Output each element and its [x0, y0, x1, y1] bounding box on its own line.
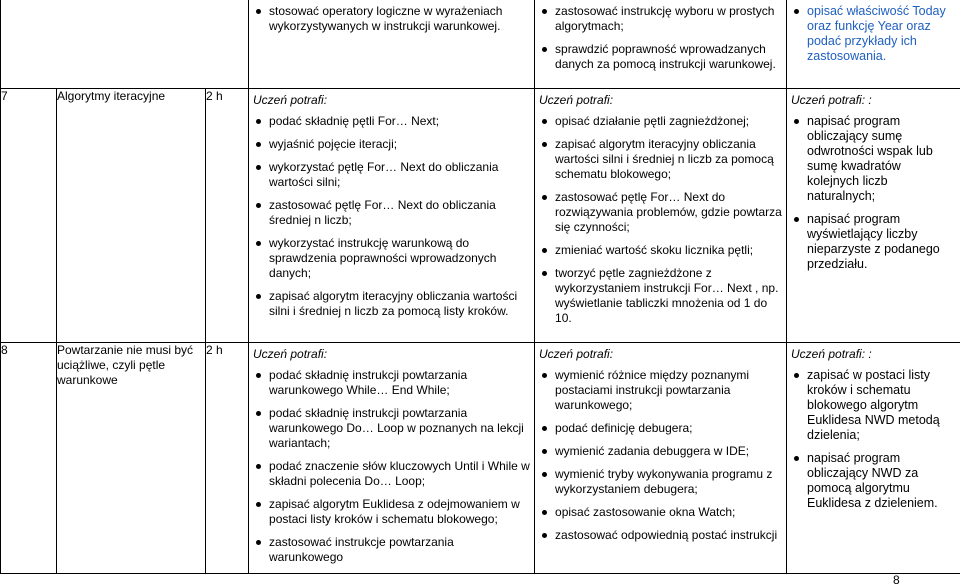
column-header: Uczeń potrafi: — [253, 347, 534, 362]
list-item: zastosować pętlę For… Next do obliczania średniej n liczb; — [249, 198, 530, 228]
list-item: wymienić różnice między poznanymi postaciami instrukcji powtarzania warunkowego; — [535, 368, 782, 413]
list-item: wymienić zadania debuggera w IDE; — [535, 444, 782, 459]
table-row — [1, 342, 960, 573]
list-item: zastosować instrukcję wyboru w prostych algorytmach; — [535, 4, 782, 34]
row-topic: Algorytmy iteracyjne — [57, 88, 206, 342]
list-item: zapisać algorytm iteracyjny obliczania wartości silni i średniej n liczb za pomocą listy kroków. — [249, 289, 530, 319]
column-header: Uczeń potrafi: — [253, 93, 534, 108]
list-item: zastosować instrukcje powtarzania warunkowego — [249, 535, 530, 565]
list-item: wykorzystać instrukcję warunkową do sprawdzenia poprawności wprowadzonych danych; — [249, 236, 530, 281]
list-item: opisać zastosowanie okna Watch; — [535, 505, 782, 520]
list-item: zapisać algorytm iteracyjny obliczania wartości silni i średniej n liczb za pomocą schematu blokowego; — [535, 137, 782, 182]
top-col-c — [787, 0, 960, 88]
list-item: podać składnię instrukcji powtarzania warunkowego While… End While; — [249, 368, 530, 398]
list-item: zapisać algorytm Euklidesa z odejmowaniem w postaci listy kroków i schematu blokowego; — [249, 497, 530, 527]
list-item: napisać program obliczający NWD za pomocą algorytmu Euklidesa z dzieleniem. — [787, 451, 956, 511]
row-hours: 2 h — [206, 88, 249, 342]
row-topic: Powtarzanie nie musi być uciążliwe, czyli pętle warunkowe — [57, 342, 206, 573]
row-number: 7 — [1, 88, 57, 342]
column-header: Uczeń potrafi: — [539, 347, 786, 362]
list-item: tworzyć pętle zagnieżdżone z wykorzystaniem instrukcji For… Next , np. wyświetlanie tabliczki mnożenia od 1 do 10. — [535, 266, 782, 326]
column-header: Uczeń potrafi: : — [791, 347, 960, 362]
table-row — [1, 88, 960, 342]
list-item: podać definicję debugera; — [535, 421, 782, 436]
row-hours: 2 h — [206, 342, 249, 573]
list-item: podać znaczenie słów kluczowych Until i While w składni polecenia Do… Loop; — [249, 459, 530, 489]
list-item: zapisać w postaci listy kroków i schematu blokowego algorytm Euklidesa NWD metodą dzielenia; — [787, 368, 956, 443]
column-header: Uczeń potrafi: — [539, 93, 786, 108]
list-item: napisać program wyświetlający liczby nieparzyste z podanego przedziału. — [787, 212, 956, 272]
page-number: 8 — [893, 574, 900, 586]
list-item: sprawdzić poprawność wprowadzanych danych za pomocą instrukcji warunkowej. — [535, 42, 782, 72]
col-b — [535, 342, 787, 573]
list-item: opisać działanie pętli zagnieżdżonej; — [535, 114, 782, 129]
col-a — [249, 342, 535, 573]
top-col-b — [535, 0, 787, 88]
list-item: napisać program obliczający sumę odwrotności wspak lub sumę kwadratów kolejnych liczb naturalnych; — [787, 114, 956, 204]
col-b — [535, 88, 787, 342]
list-item: podać składnię pętli For… Next; — [249, 114, 530, 129]
table-row-top — [1, 0, 960, 88]
list-item: zastosować odpowiednią postać instrukcji — [535, 528, 782, 543]
list-item: stosować operatory logiczne w wyrażeniach wykorzystywanych w instrukcji warunkowej. — [249, 4, 530, 34]
list-item: opisać właściwość Today oraz funkcję Year oraz podać przykłady ich zastosowania. — [787, 4, 956, 64]
col-c — [787, 342, 960, 573]
list-item: wyjaśnić pojęcie iteracji; — [249, 137, 530, 152]
col-a — [249, 88, 535, 342]
list-item: wymienić tryby wykonywania programu z wykorzystaniem debugera; — [535, 467, 782, 497]
list-item: podać składnię instrukcji powtarzania warunkowego Do… Loop w poznanych na lekcji wariantach; — [249, 406, 530, 451]
row-number: 8 — [1, 342, 57, 573]
top-col-a — [249, 0, 535, 88]
col-c — [787, 88, 960, 342]
list-item: zmieniać wartość skoku licznika pętli; — [535, 243, 782, 258]
list-item: wykorzystać pętlę For… Next do obliczania wartości silni; — [249, 160, 530, 190]
column-header: Uczeń potrafi: : — [791, 93, 960, 108]
list-item: zastosować pętlę For… Next do rozwiązywania problemów, gdzie powtarza się czynności; — [535, 190, 782, 235]
